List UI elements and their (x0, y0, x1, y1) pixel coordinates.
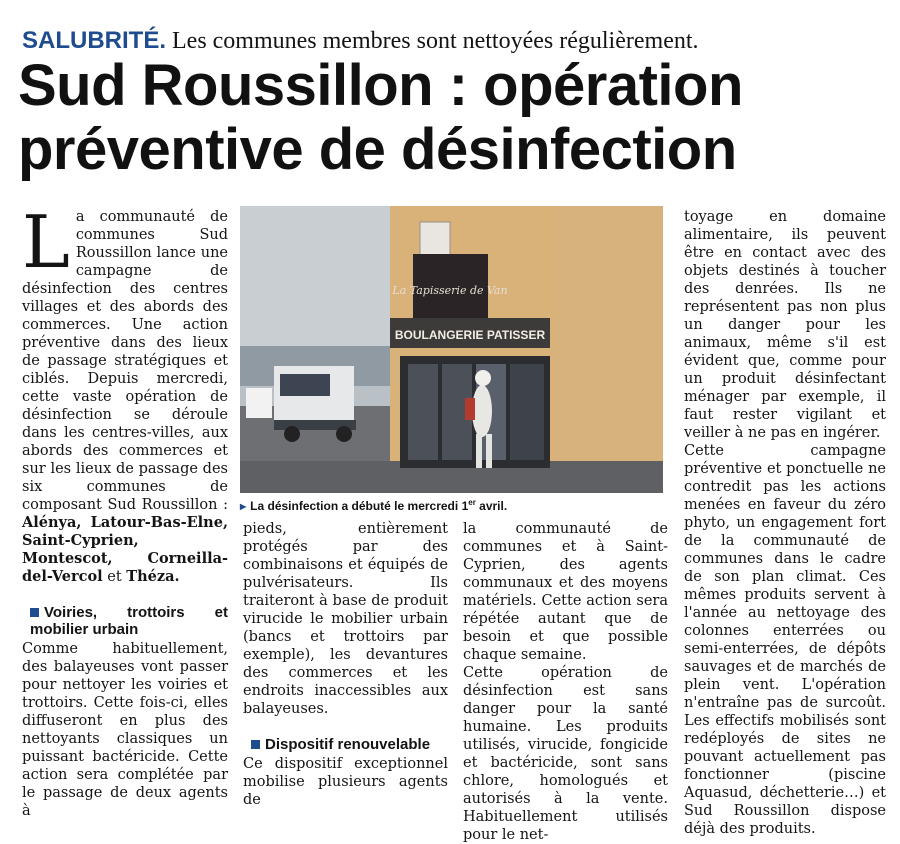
paragraph-agents: pieds, entièrement protégés par des combinaisons et équipés de pulvérisateurs. Ils traiteront à base de produit virucide le mobilier urbain (bancs et trottoirs par exemple), les devantures des commerces et les endroits inaccessibles aux balayeuses. (243, 521, 448, 717)
sign-boulangerie: BOULANGERIE PATISSER (394, 328, 546, 342)
kicker-text: Les communes membres sont nettoyées régulièrement. (172, 28, 699, 54)
photo-caption (240, 495, 680, 515)
article-photo (240, 206, 663, 493)
paragraph-voiries: Comme habituellement, des balayeuses vont passer pour nettoyer les voiries et trottoirs. Cette fois-ci, elles diffuseront en plus des nettoyants classiques un puissant bactéricide. Cette action sera complétée par le passage de deux agents à (22, 641, 228, 819)
article-column-2 (243, 520, 448, 809)
caption-text: La désinfection a débuté le mercredi (250, 499, 459, 513)
caption-sup: er (468, 498, 476, 507)
sign-tapisserie: La Tapisserie de Van (392, 284, 508, 297)
communes-list: Alénya, Latour-Bas-Elne, Saint-Cyprien, Montescot, Corneilla-del-Vercol (22, 514, 228, 585)
article-column-3 (463, 520, 668, 844)
subhead-dispositif (251, 736, 448, 753)
paragraph-dispositif-cont: la communauté de communes et à Saint-Cyprien, des agents communaux et des moyens matériels. Cette action sera répétée autant que de besoin et que possible chaque semaine. (463, 521, 668, 663)
headline: Sud Roussillon : opération préventive de désinfection (18, 53, 743, 182)
kicker (22, 26, 892, 56)
subhead-dispositif-text: Dispositif renouvelable (265, 736, 431, 753)
subhead-voiries-text: Voiries, trottoirs et mobilier urbain (30, 604, 228, 638)
caption-triangle-icon: ▶ (240, 502, 247, 511)
paragraph-campagne: Cette campagne préventive et ponctuelle ne contredit pas les actions menées en faveur du zéro phyto, un engagement fort de la communauté de communes dans le cadre de son plan climat. Ces mêmes produits servent à l'année au nettoyage des colonnes enterrées ou semi-enterrées, de dépôts sauvages et de marchés de plein vent. L'opération n'entraîne pas de surcoût. Les effectifs mobilisés sont redéployés de sites ne pouvant actuellement pas fonctionner (piscine Aquasud, déchetterie…) et Sud Roussillon dispose déjà des produits. (684, 443, 886, 837)
caption-day: 1 (461, 499, 469, 513)
subhead-voiries (30, 604, 228, 638)
intro-paragraph (22, 200, 228, 586)
paragraph-sans-danger-cont: toyage en domaine alimentaire, ils peuvent être en contact avec des objets destinés à toucher des denrées. Ils ne représentent pas non plus un danger pour les animaux, même s'il est évident que, comme pour un produit désinfectant ménager par exemple, il faut rester vigilant et veiller à ne pas en ingérer. (684, 209, 886, 441)
drop-cap: L (22, 200, 70, 284)
paragraph-sans-danger: Cette opération de désinfection est sans danger pour la santé humaine. Les produits utilisés, virucide, fongicide et bactéricide, sont sans chlore, homologués et autorisés à la vente. Habituellement utilisés pour le net- (463, 665, 668, 843)
communes-and: et (107, 569, 122, 585)
square-bullet-icon (30, 608, 39, 617)
article-column-1 (22, 200, 228, 820)
kicker-keyword: SALUBRITÉ. (22, 27, 166, 54)
article-column-4 (684, 208, 886, 838)
intro-text: a communauté de communes Sud Roussillon lance une campagne de désinfection des centres villages et des abords des commerces. Une action préventive dans des lieux de passage stratégiques et ciblés. Depuis mercredi, cette vaste opération de désinfection se déroule dans les centres-villes, aux abords des commerces et sur les lieux de passage des six communes de composant Sud Roussillon : (22, 209, 228, 513)
paragraph-dispositif: Ce dispositif exceptionnel mobilise plusieurs agents de (243, 756, 448, 808)
square-bullet-icon (251, 740, 260, 749)
caption-month: avril. (479, 499, 508, 513)
last-commune: Théza. (126, 568, 180, 585)
